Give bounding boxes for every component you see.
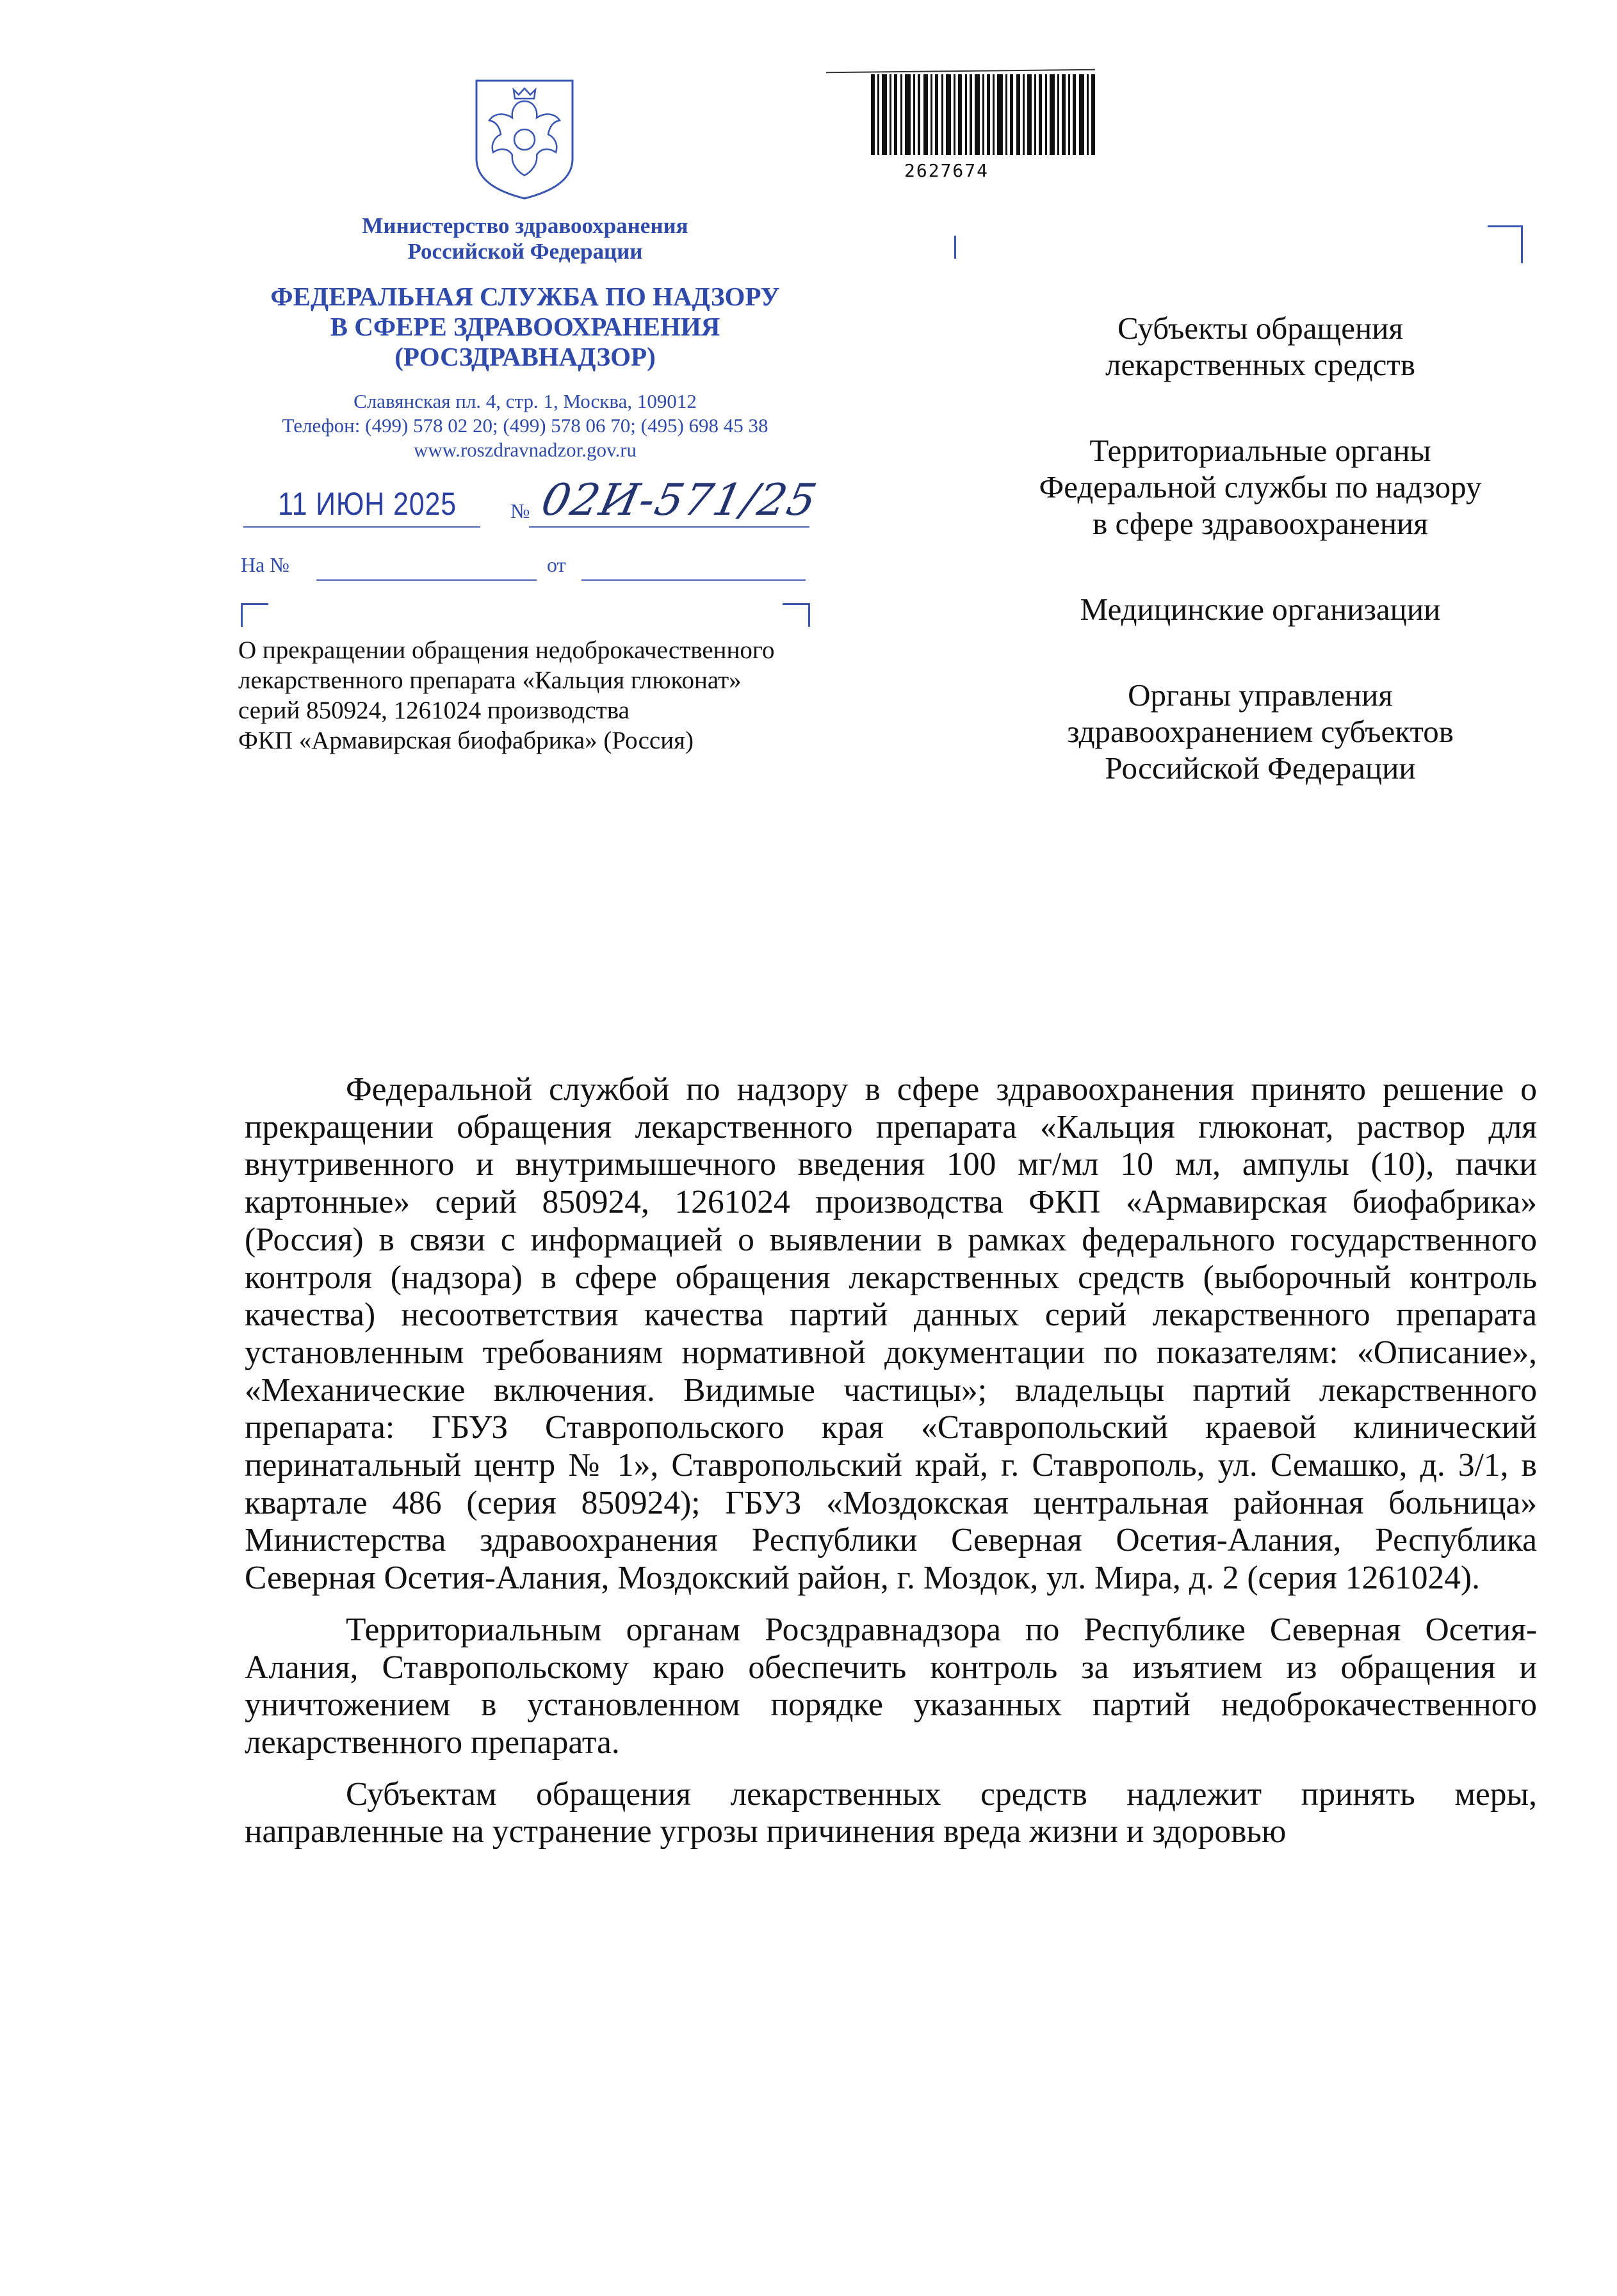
addressee-corner-mark xyxy=(1488,225,1523,263)
letter-subject xyxy=(238,635,885,756)
contacts xyxy=(211,389,839,462)
service-line: ФЕДЕРАЛЬНАЯ СЛУЖБА ПО НАДЗОРУ xyxy=(270,282,780,311)
addressee xyxy=(947,310,1574,383)
addressee-line: здравоохранением субъектов xyxy=(1067,714,1454,749)
coat-of-arms-emblem xyxy=(473,76,576,201)
addressees xyxy=(947,310,1574,836)
body-paragraph: Субъектам обращения лекарственных средств надлежит принять меры, направленные на устранение угрозы причинения вреда жизни и здоровью xyxy=(245,1775,1537,1850)
service-line: В СФЕРЕ ЗДРАВООХРАНЕНИЯ xyxy=(330,312,720,341)
addressee-line: лекарственных средств xyxy=(1105,347,1415,382)
number-underline xyxy=(529,526,809,528)
service-name xyxy=(211,282,839,372)
number-label: № xyxy=(510,499,530,522)
ministry-name xyxy=(243,213,807,264)
addressee xyxy=(947,677,1574,786)
ministry-line: Российской Федерации xyxy=(407,239,643,264)
addressee-tick-mark xyxy=(954,236,956,259)
reply-to-label: На № xyxy=(241,553,289,576)
addressee-line: Российской Федерации xyxy=(1105,750,1416,786)
subject-bracket-right xyxy=(783,603,810,627)
addressee-line: в сфере здравоохранения xyxy=(1093,506,1428,541)
addressee-line: Федеральной службы по надзору xyxy=(1039,469,1482,505)
addressee xyxy=(947,432,1574,542)
registration-number-handwritten: 02И-571/25 xyxy=(537,475,822,526)
barcode-number: 2627674 xyxy=(904,160,989,181)
body-paragraph: Федеральной службой по надзору в сфере здравоохранения принято решение о прекращении обращения лекарственного препарата «Кальция глюконат, раствор для внутривенного и внутримышечного введения 100 мг/мл 10 мл, ампулы (10), пачки картонные» серий 850924, 1261024 производства ФКП «Армавирская биофабрика» (Россия) в связи с информацией о выявлении в рамках федерального государственного контроля (надзора) в сфере обращения лекарственных средств (выборочный контроль качества) несоответствия качества партий данных серий лекарственного препарата установленным требованиям нормативной документации по показателям: «Описание», «Механические включения. Видимые частицы»; владельцы партий лекарственного препарата: ГБУЗ Ставропольского края «Ставропольский краевой клинический перинатальный центр № 1», Ставропольский край, г. Ставрополь, ул. Семашко, д. 3/1, в квартале 486 (серия 850924); ГБУЗ «Моздокская центральная районная больница» Министерства здравоохранения Республики Северная Осетия-Алания, Республика Северная Осетия-Алания, Моздокский район, г. Моздок, ул. Мира, д. 2 (серия 1261024). xyxy=(245,1071,1537,1597)
service-line: (РОСЗДРАВНАДЗОР) xyxy=(394,342,656,371)
subject-bracket-left xyxy=(241,603,268,627)
addressee-line: Органы управления xyxy=(1128,677,1393,713)
subject-line: О прекращении обращения недоброкачественного xyxy=(238,636,775,664)
website: www.roszdravnadzor.gov.ru xyxy=(413,439,637,461)
barcode xyxy=(871,69,1096,159)
body-paragraph: Территориальным органам Росздравнадзора по Республике Северная Осетия-Алания, Ставропольскому краю обеспечить контроль за изъятием из обращения и уничтожением в установленном порядке указанных партий недоброкачественного лекарственного препарата. xyxy=(245,1611,1537,1761)
registration-date-stamp: 11 ИЮН 2025 xyxy=(278,486,457,522)
address: Славянская пл. 4, стр. 1, Москва, 109012 xyxy=(353,390,697,412)
reply-from-underline xyxy=(581,579,806,581)
phones: Телефон: (499) 578 02 20; (499) 578 06 70; (495) 698 45 38 xyxy=(282,414,768,437)
ministry-line: Министерство здравоохранения xyxy=(362,213,688,238)
addressee-line: Субъекты обращения xyxy=(1117,311,1403,346)
reply-from-label: от xyxy=(547,553,566,576)
addressee-line: Территориальные органы xyxy=(1089,433,1431,468)
reply-to-underline xyxy=(316,579,537,581)
letter-body xyxy=(245,1071,1537,1865)
subject-line: серий 850924, 1261024 производства xyxy=(238,697,630,724)
addressee-line: Медицинские организации xyxy=(1080,592,1441,627)
addressee xyxy=(947,591,1574,627)
subject-line: ФКП «Армавирская биофабрика» (Россия) xyxy=(238,727,694,754)
subject-line: лекарственного препарата «Кальция глюконат» xyxy=(238,667,742,694)
date-underline xyxy=(243,526,480,528)
